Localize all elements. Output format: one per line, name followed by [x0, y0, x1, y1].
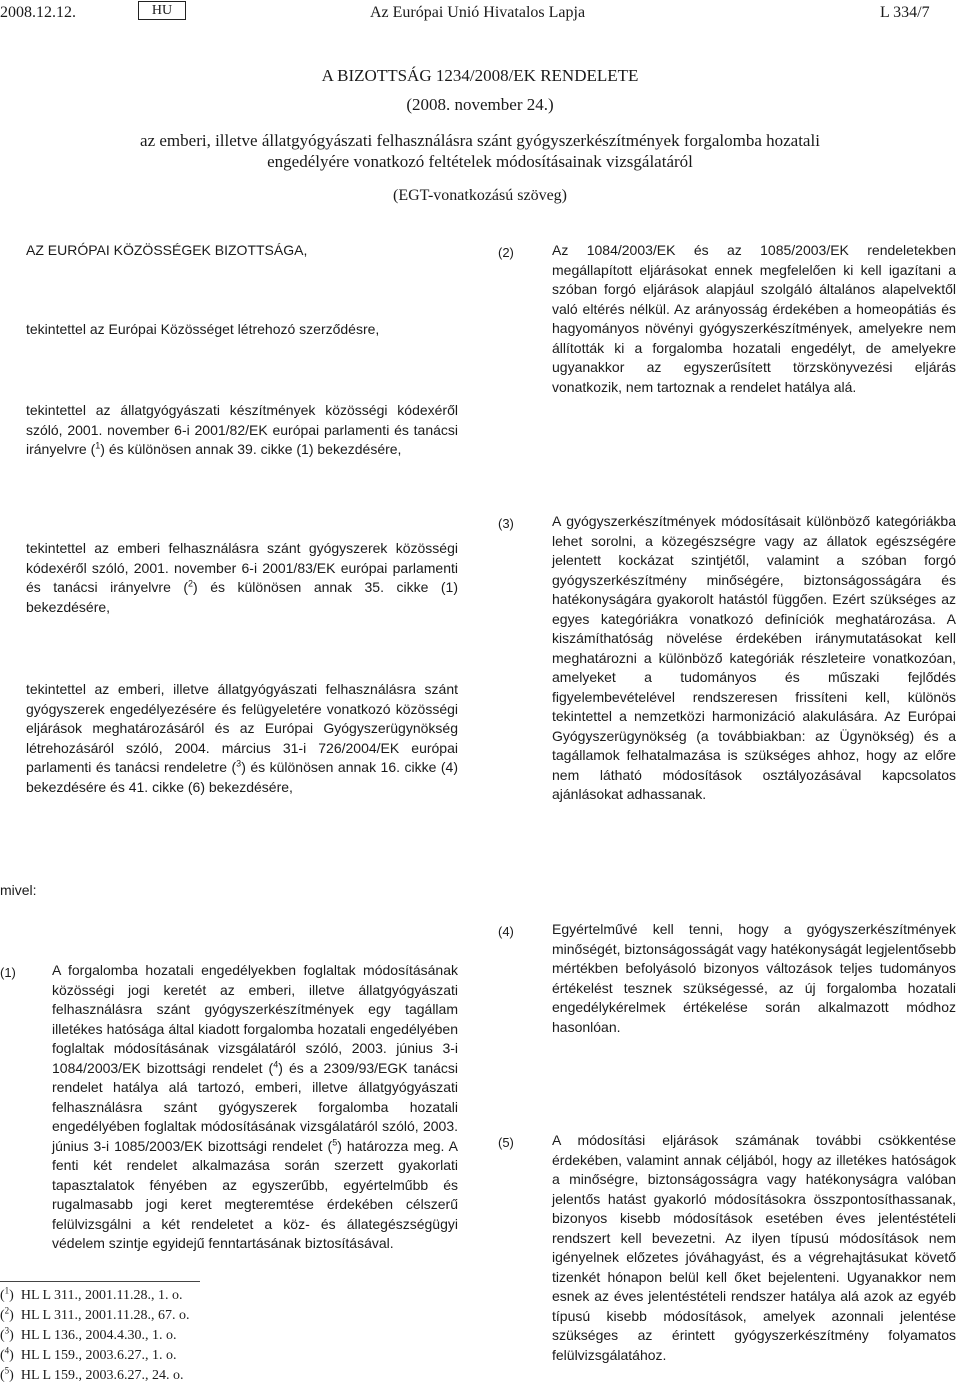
footnote-3: ($^3$) HL L 136., 2004.4.30., 1. o. — [0, 1325, 177, 1343]
footnote-4: ($^4$) HL L 159., 2003.6.27., 1. o. — [0, 1345, 177, 1363]
citation-treaty: tekintettel az Európai Közösséget létrehozó szerződésre, — [26, 321, 380, 337]
footnote-ref: 4 — [273, 1058, 279, 1069]
recital-4: Egyértelművé kell tenni, hogy a gyógyszerkészítmények minőségét, biztonságosságát vagy hatékonyságát legjelentősebb mértékben befolyásoló bizonyos változások teljes tudományos értékelést tesznek szükségessé, az új forgalomba hozatali engedélykérelmek értékelése során alkalmazott módhoz hasonlóan. — [552, 921, 956, 1035]
header-date: 2008.12.12. — [0, 4, 76, 21]
footnote-1: ($^1$) HL L 311., 2001.11.28., 1. o. — [0, 1285, 183, 1303]
regulation-date: (2008. november 24.) — [406, 95, 554, 114]
regulation-subject-line2: engedélyére vonatkozó feltételek módosításainak vizsgálatáról — [267, 152, 693, 171]
recital-3: A gyógyszerkészítmények módosításait különböző kategóriákba lehet sorolni, a közegészségre vagy az állatok egészségére jelentett kockázat szintjétől, valamint a szóban forgó gyógyszerkészítmény minőségére, biztonságosságára és hatékonyságára gyakorolt hatástól függően. Ezért szükséges az egyes kategóriákra vonatkozó definíciók meghatározása. A kiszámíthatóság növelése érdekében iránymutatásokat kell meghatározni a különböző kategóriák részleteire vonatkozóan, amelyeket a tudományos és műszaki fejlődés figyelembevételével rendszeresen frissíteni kell, különös tekintettel a nemzetközi harmonizáció alakulására. Az Európai Gyógyszerügynökség (a továbbiakban: az Ügynökség) és a tagállamok felhatalmazása is szükséges ahhoz, hogy az előre nem látható módosítások osztályozásával kapcsolatos ajánlásokat adhassanak. — [552, 513, 956, 802]
eea-relevance: (EGT-vonatkozású szöveg) — [392, 187, 568, 204]
recital-5: A módosítási eljárások számának további csökkentése érdekében, valamint annak céljából, hogy az illetékes hatóságok a minőségre, biztonságosságra vagy hatékonyságra valóban jelentős hatást gyakorló módosításokra összpontosíthassanak, bizonyos kisebb módosítások esetében éves jelentéstételi rendszert kell bevezetni. Az ilyen típusú módosítások nem igényelnek előzetes jóváhagyást, és a végrehajtásukat követő tizenkét hónapon belül kell őket bejelenteni. Ugyanakkor nem esnek az éves jelentéstételi rendszer hatálya alá azok az egyéb típusú kisebb módosítások, amelyek azonnali jelentése szükséges az érintett gyógyszerkészítmény folyamatos felülvizsgálatához. — [552, 1132, 956, 1363]
regulation-title: A BIZOTTSÁG 1234/2008/EK RENDELETE — [321, 66, 639, 85]
whereas-heading: mivel: — [0, 882, 37, 898]
citation-directive-82: tekintettel az állatgyógyászati készítmények közösségi kódexéről szóló, 2001. november 6-i 2001/82/EK európai parlamenti és tanácsi irányelvre ($^1$) és különösen annak 39. cikke (1) bekezdésére, — [26, 402, 458, 457]
language-badge: HU — [138, 1, 186, 20]
recital-1: A forgalomba hozatali engedélyekben foglaltak módosításának közösségi jogi keretét az emberi, illetve állatgyógyászati felhasználásra szánt gyógyszerkészítmények egy tagállam illetékes hatósága által kiadott forgalomba hozatali engedélyében foglaltak módosításának vizsgálatáról szóló, 2003. június 3-i 1084/2003/EK bizottsági rendelet ($^4$) és a 2309/93/EGK tanácsi rendelet hatálya alá tartozó, emberi, illetve állatgyógyászati felhasználásra szánt gyógyszerek forgalomba hozatali engedélyében foglaltak módosításának vizsgálatáról szóló, 2003. június 3-i 1085/2003/EK bizottsági rendelet ($^5$) határozza meg. A fenti két rendelet alkalmazása során szerzett gyakorlati tapasztalatok fényében az egyszerűbb, egyértelműbb és rugalmasabb jogi keret megteremtése érdekében célszerű felülvizsgálni a két rendeletet a köz- és állategészségügyi védelem szintje egyidejű fenntartásának biztosításával. — [52, 962, 459, 1251]
footnote-5: ($^5$) HL L 159., 2003.6.27., 24. o. — [0, 1365, 184, 1383]
citation-regulation-726: tekintettel az emberi, illetve állatgyógyászati felhasználásra szánt gyógyszerek engedélyezésére és felügyeletére vonatkozó közösségi eljárások meghatározásáról és az Európai Gyógyszerügynökség létrehozásáról szóló, 2004. március 31-i 726/2004/EK európai parlamenti és tanácsi rendeletre ($^3$) és különösen annak 16. cikke (4) bekezdésére és 41. cikke (6) bekezdésére, — [26, 681, 458, 795]
citation-directive-83: tekintettel az emberi felhasználásra szánt gyógyszerek közösségi kódexéről szóló, 2001. november 6-i 2001/83/EK európai parlamenti és tanácsi irányelvre ($^2$) és különösen annak 35. cikke (1) bekezdésére, — [26, 540, 458, 615]
page-number: L 334/7 — [880, 4, 930, 21]
recital-number: (2) — [498, 245, 514, 260]
footnote-separator — [0, 1281, 200, 1282]
recital-number: (5) — [498, 1135, 514, 1150]
recital-number: (1) — [0, 965, 16, 980]
recital-number: (3) — [498, 516, 514, 531]
footnote-ref: 1 — [95, 440, 101, 451]
footnote-ref: 3 — [236, 758, 242, 769]
regulation-subject-line1: az emberi, illetve állatgyógyászati felhasználásra szánt gyógyszerkészítmények forgalomba hozatali — [140, 131, 820, 150]
commission-heading: AZ EURÓPAI KÖZÖSSÉGEK BIZOTTSÁGA, — [26, 242, 308, 258]
journal-title: Az Európai Unió Hivatalos Lapja — [370, 4, 586, 21]
recital-2: Az 1084/2003/EK és az 1085/2003/EK rendeletekben megállapított eljárásokat ennek megfelelően ki kell igazítani a szóban forgó eljárások alapjául szolgáló általános alapelvektől való eltérés nélkül. Az arányosság érdekében a homeopátiás és hagyományos növényi gyógyszerkészítmények, amelyekre nem állították ki a forgalomba hozatali engedélyt, de amelyekre ugyanakkor az egyszerűsített törzskönyvezési eljárás vonatkozik, nem tartoznak a rendelet hatálya alá. — [552, 242, 956, 395]
footnote-ref: 2 — [188, 578, 194, 589]
footnote-ref: 5 — [332, 1136, 338, 1147]
footnote-2: ($^2$) HL L 311., 2001.11.28., 67. o. — [0, 1305, 190, 1323]
recital-number: (4) — [498, 924, 514, 939]
